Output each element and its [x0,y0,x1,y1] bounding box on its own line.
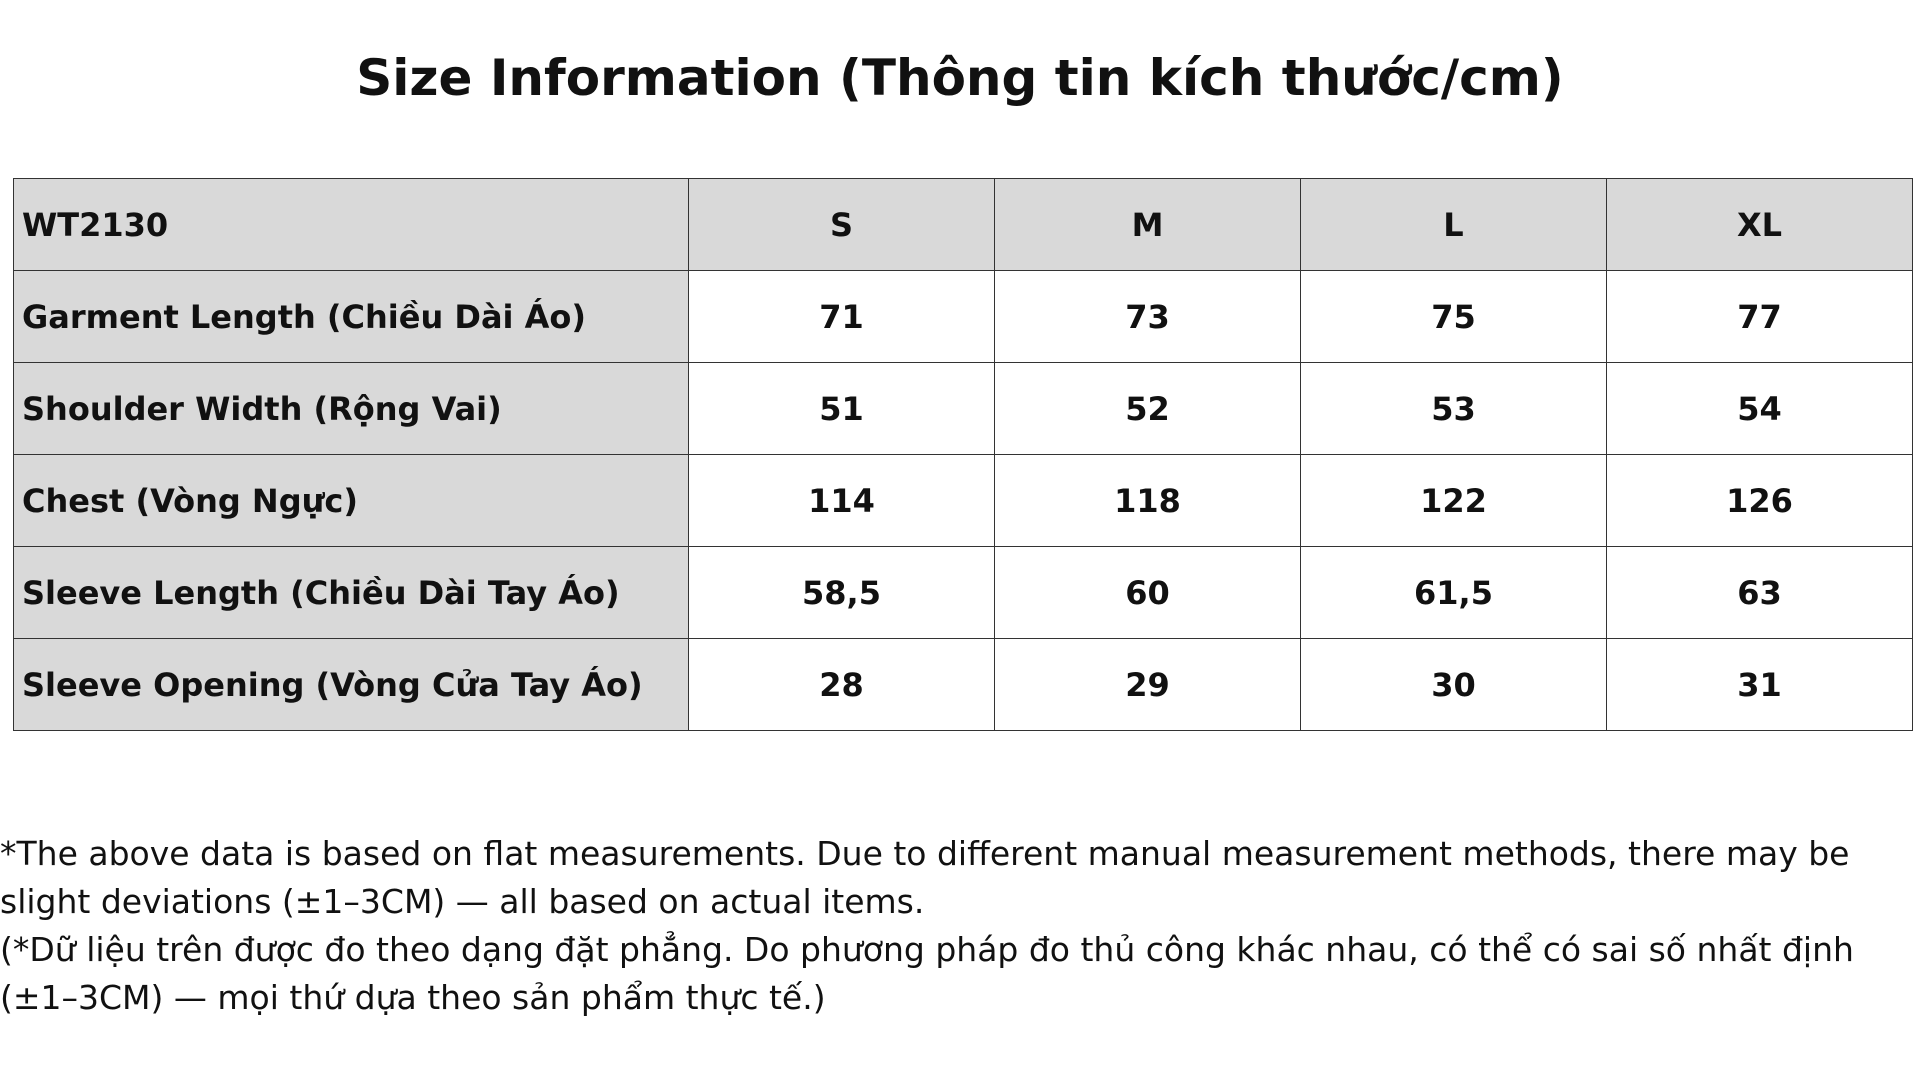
measurement-label: Chest (Vòng Ngực) [14,455,689,547]
measurement-value: 122 [1301,455,1607,547]
measurement-value: 51 [689,363,995,455]
table-row [14,363,1913,455]
table-row [14,639,1913,731]
table-row [14,547,1913,639]
measurement-value: 31 [1607,639,1913,731]
table-row [14,455,1913,547]
table-header-row [14,179,1913,271]
measurement-value: 75 [1301,271,1607,363]
measurement-value: 52 [995,363,1301,455]
note-english: *The above data is based on flat measurements. Due to different manual measurement methods, there may be slight deviations (±1–3CM) — all based on actual items. [0,834,1850,921]
measurement-value: 63 [1607,547,1913,639]
measurement-label: Garment Length (Chiều Dài Áo) [14,271,689,363]
size-header-cell: S [689,179,995,271]
measurement-value: 58,5 [689,547,995,639]
measurement-value: 114 [689,455,995,547]
product-code-cell: WT2130 [14,179,689,271]
size-header-cell: L [1301,179,1607,271]
size-header-cell: M [995,179,1301,271]
measurement-value: 53 [1301,363,1607,455]
measurement-value: 118 [995,455,1301,547]
measurement-value: 60 [995,547,1301,639]
table-row [14,271,1913,363]
measurement-notes [0,830,1915,1022]
measurement-label: Shoulder Width (Rộng Vai) [14,363,689,455]
measurement-label: Sleeve Length (Chiều Dài Tay Áo) [14,547,689,639]
measurement-value: 29 [995,639,1301,731]
measurement-value: 54 [1607,363,1913,455]
measurement-value: 73 [995,271,1301,363]
size-table [13,178,1913,731]
measurement-value: 28 [689,639,995,731]
measurement-value: 77 [1607,271,1913,363]
measurement-value: 61,5 [1301,547,1607,639]
page-title: Size Information (Thông tin kích thước/cm) [356,49,1564,107]
measurement-value: 71 [689,271,995,363]
note-vietnamese: (*Dữ liệu trên được đo theo dạng đặt phẳng. Do phương pháp đo thủ công khác nhau, có thể có sai số nhất định (±1–3CM) — mọi thứ dựa theo sản phẩm thực tế.) [0,930,1854,1017]
measurement-value: 30 [1301,639,1607,731]
size-header-cell: XL [1607,179,1913,271]
measurement-value: 126 [1607,455,1913,547]
measurement-label: Sleeve Opening (Vòng Cửa Tay Áo) [14,639,689,731]
